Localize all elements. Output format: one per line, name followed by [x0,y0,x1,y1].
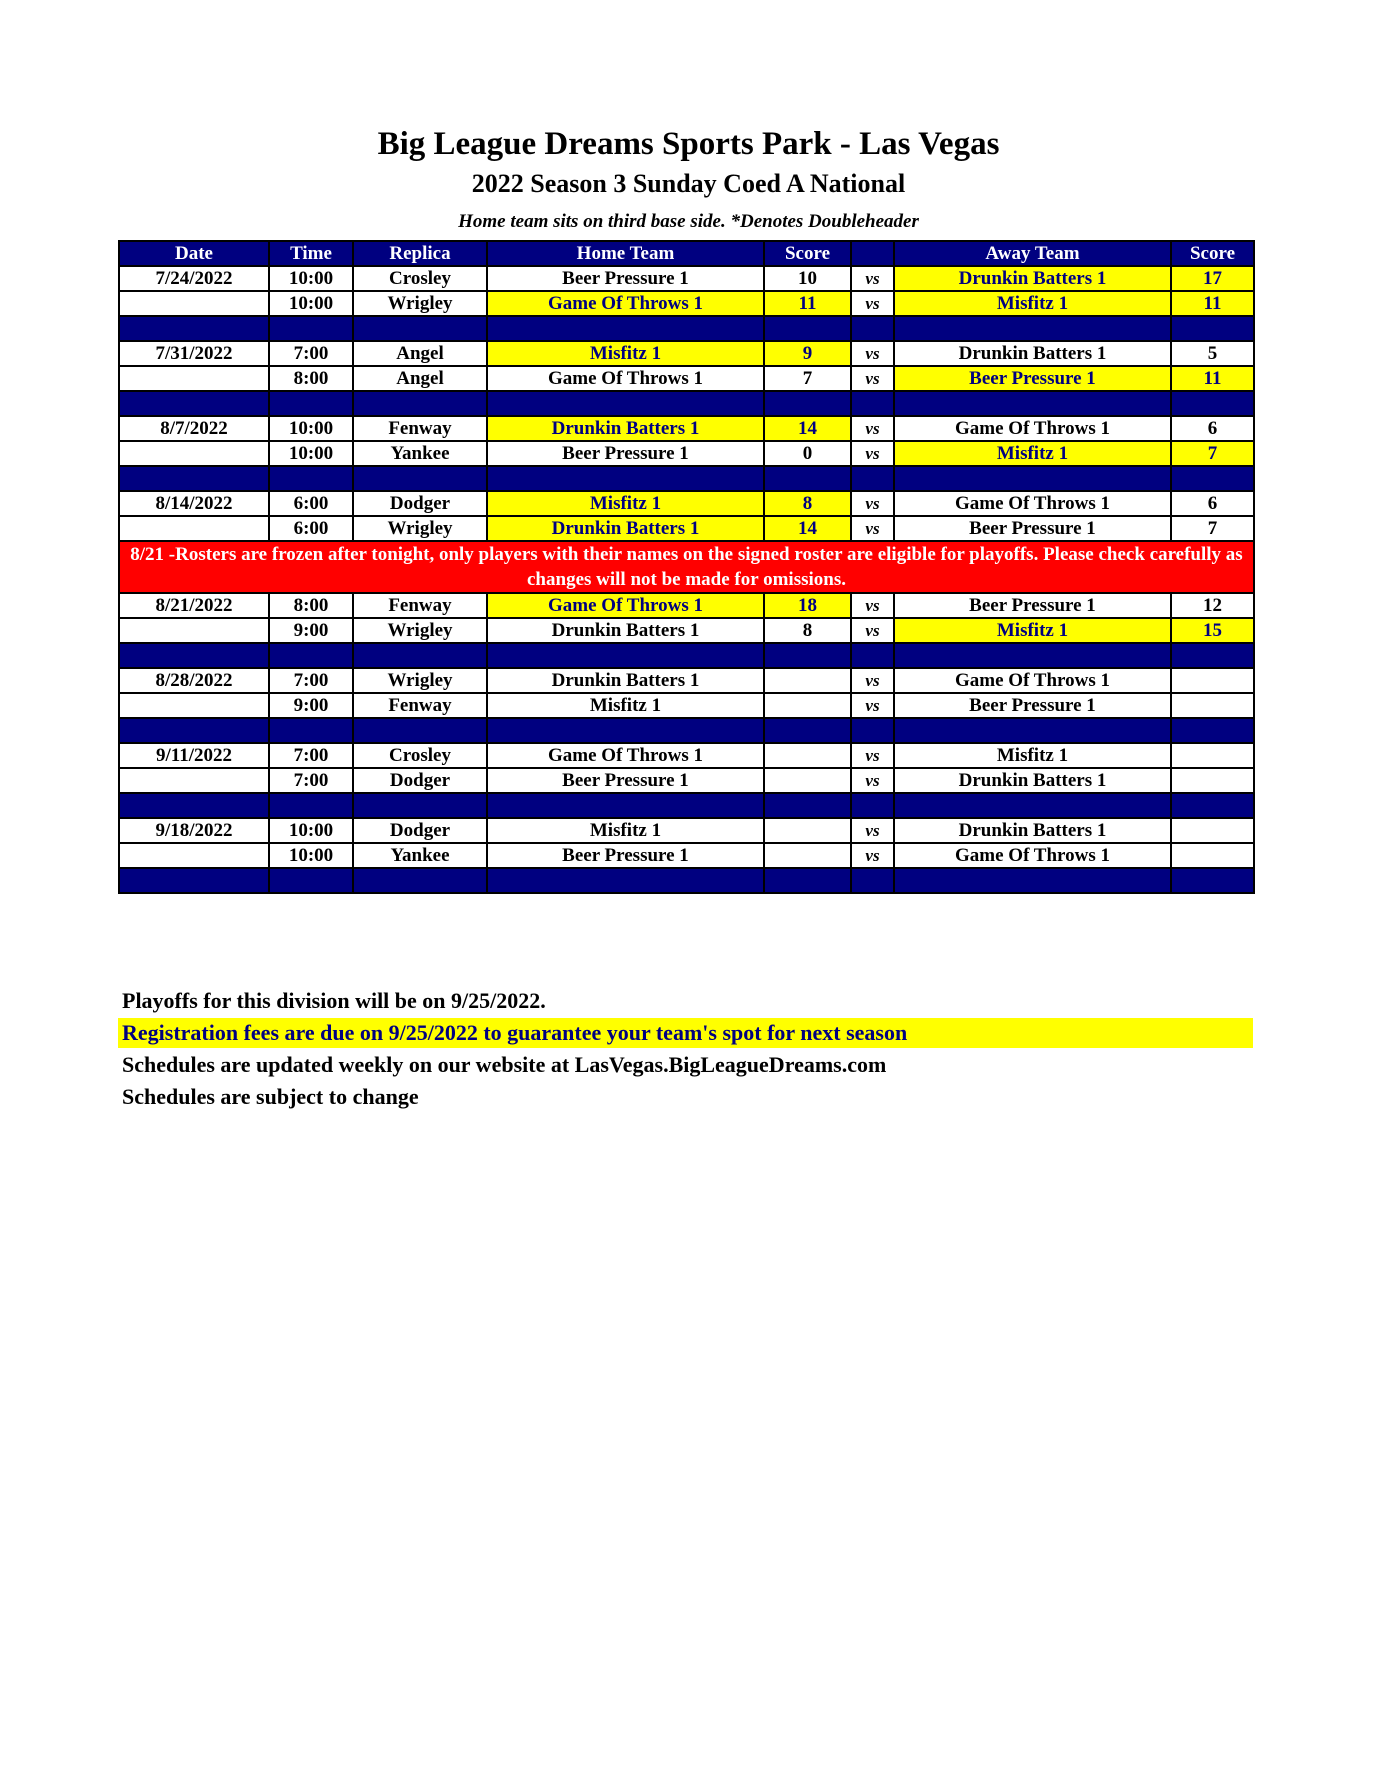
home-team: Game Of Throws 1 [487,291,764,316]
away-score: 6 [1171,416,1254,441]
home-team: Beer Pressure 1 [487,441,764,466]
home-score: 18 [764,593,851,618]
game-time: 10:00 [269,291,353,316]
separator-cell [487,643,764,668]
separator-cell [487,718,764,743]
table-row [119,743,1254,768]
home-team: Drunkin Batters 1 [487,668,764,693]
separator-cell [269,643,353,668]
separator-cell [119,643,269,668]
away-score: 15 [1171,618,1254,643]
game-time: 7:00 [269,668,353,693]
game-time: 10:00 [269,416,353,441]
table-row [119,291,1254,316]
week-separator-row [119,718,1254,743]
separator-cell [851,391,894,416]
home-team: Game Of Throws 1 [487,366,764,391]
game-replica: Yankee [353,843,487,868]
game-date [119,843,269,868]
game-date [119,441,269,466]
separator-cell [894,391,1171,416]
away-score: 11 [1171,291,1254,316]
away-team: Game Of Throws 1 [894,843,1171,868]
game-time: 9:00 [269,693,353,718]
separator-cell [353,643,487,668]
separator-cell [119,868,269,893]
home-score: 8 [764,618,851,643]
home-score [764,768,851,793]
game-time: 7:00 [269,768,353,793]
away-score [1171,693,1254,718]
game-date [119,768,269,793]
column-header-time: Time [269,241,353,266]
home-team: Beer Pressure 1 [487,768,764,793]
away-team: Drunkin Batters 1 [894,266,1171,291]
separator-cell [764,793,851,818]
table-row [119,491,1254,516]
home-score: 14 [764,416,851,441]
table-row [119,516,1254,541]
separator-cell [1171,643,1254,668]
roster-notice: 8/21 -Rosters are frozen after tonight, only players with their names on the signed roster are eligible for playoffs. Please check carefully as changes will not be made for omissions. [119,541,1254,593]
home-team: Beer Pressure 1 [487,843,764,868]
table-row [119,843,1254,868]
game-replica: Dodger [353,768,487,793]
separator-cell [353,718,487,743]
home-score: 14 [764,516,851,541]
game-date: 7/24/2022 [119,266,269,291]
separator-cell [1171,718,1254,743]
vs-label: vs [851,618,894,643]
game-time: 8:00 [269,366,353,391]
away-team: Beer Pressure 1 [894,366,1171,391]
away-score: 6 [1171,491,1254,516]
separator-cell [1171,793,1254,818]
game-time: 10:00 [269,843,353,868]
separator-cell [894,868,1171,893]
separator-cell [764,316,851,341]
column-header-replica: Replica [353,241,487,266]
home-score: 0 [764,441,851,466]
separator-cell [269,391,353,416]
separator-cell [353,466,487,491]
game-time: 10:00 [269,441,353,466]
table-row [119,618,1254,643]
schedule-body [119,266,1254,893]
separator-cell [851,868,894,893]
game-replica: Wrigley [353,618,487,643]
table-row [119,441,1254,466]
registration-note: Registration fees are due on 9/25/2022 to guarantee your team's spot for next season [118,1018,1253,1048]
table-header-row [119,241,1254,266]
away-score: 7 [1171,441,1254,466]
subject-to-change-note: Schedules are subject to change [122,1084,419,1109]
separator-cell [353,793,487,818]
week-separator-row [119,466,1254,491]
game-date: 9/11/2022 [119,743,269,768]
home-score: 9 [764,341,851,366]
vs-label: vs [851,366,894,391]
vs-label: vs [851,516,894,541]
column-header-home-score: Score [764,241,851,266]
game-time: 6:00 [269,516,353,541]
game-date: 8/28/2022 [119,668,269,693]
game-date [119,366,269,391]
game-time: 10:00 [269,266,353,291]
separator-cell [851,316,894,341]
home-team: Beer Pressure 1 [487,266,764,291]
separator-cell [764,643,851,668]
game-time: 7:00 [269,743,353,768]
away-team: Drunkin Batters 1 [894,341,1171,366]
away-team: Game Of Throws 1 [894,416,1171,441]
away-score: 11 [1171,366,1254,391]
vs-label: vs [851,441,894,466]
table-row [119,266,1254,291]
game-replica: Crosley [353,743,487,768]
separator-cell [119,466,269,491]
separator-cell [1171,466,1254,491]
table-row [119,693,1254,718]
column-header-away-team: Away Team [894,241,1171,266]
home-score [764,693,851,718]
week-separator-row [119,793,1254,818]
separator-cell [894,718,1171,743]
separator-cell [764,391,851,416]
separator-cell [269,793,353,818]
column-header-away-score: Score [1171,241,1254,266]
away-team: Misfitz 1 [894,441,1171,466]
away-team: Drunkin Batters 1 [894,818,1171,843]
separator-cell [1171,316,1254,341]
home-team: Misfitz 1 [487,491,764,516]
away-score: 12 [1171,593,1254,618]
week-separator-row [119,316,1254,341]
separator-cell [851,643,894,668]
game-time: 8:00 [269,593,353,618]
separator-cell [1171,391,1254,416]
game-replica: Wrigley [353,291,487,316]
separator-cell [851,466,894,491]
away-team: Drunkin Batters 1 [894,768,1171,793]
table-row [119,366,1254,391]
roster-notice-row [119,541,1254,593]
vs-label: vs [851,668,894,693]
vs-label: vs [851,266,894,291]
away-score [1171,843,1254,868]
home-team-note: Home team sits on third base side. *Denotes Doubleheader [458,211,919,232]
home-team: Misfitz 1 [487,341,764,366]
game-date: 8/21/2022 [119,593,269,618]
away-score [1171,818,1254,843]
vs-label: vs [851,693,894,718]
separator-cell [353,391,487,416]
home-score: 10 [764,266,851,291]
separator-cell [487,316,764,341]
game-date: 8/14/2022 [119,491,269,516]
away-team: Beer Pressure 1 [894,593,1171,618]
division-subtitle: 2022 Season 3 Sunday Coed A National [471,169,906,198]
game-date [119,516,269,541]
home-score: 7 [764,366,851,391]
separator-cell [269,316,353,341]
away-team: Beer Pressure 1 [894,693,1171,718]
week-separator-row [119,391,1254,416]
game-replica: Yankee [353,441,487,466]
home-team: Drunkin Batters 1 [487,516,764,541]
game-date [119,618,269,643]
column-header-home-team: Home Team [487,241,764,266]
home-team: Drunkin Batters 1 [487,618,764,643]
game-time: 9:00 [269,618,353,643]
vs-label: vs [851,593,894,618]
vs-label: vs [851,491,894,516]
vs-label: vs [851,843,894,868]
game-date: 9/18/2022 [119,818,269,843]
table-row [119,416,1254,441]
week-separator-row [119,643,1254,668]
separator-cell [269,466,353,491]
away-team: Misfitz 1 [894,618,1171,643]
away-team: Game Of Throws 1 [894,668,1171,693]
separator-cell [119,718,269,743]
website-note: Schedules are updated weekly on our website at LasVegas.BigLeagueDreams.com [122,1052,887,1077]
game-date [119,291,269,316]
home-team: Misfitz 1 [487,818,764,843]
separator-cell [487,391,764,416]
away-score: 7 [1171,516,1254,541]
game-replica: Wrigley [353,516,487,541]
away-team: Misfitz 1 [894,743,1171,768]
separator-cell [269,718,353,743]
vs-label: vs [851,818,894,843]
separator-cell [269,868,353,893]
game-replica: Dodger [353,491,487,516]
week-separator-row [119,868,1254,893]
vs-label: vs [851,768,894,793]
home-score: 8 [764,491,851,516]
home-team: Game Of Throws 1 [487,743,764,768]
column-header-vs [851,241,894,266]
away-score [1171,743,1254,768]
separator-cell [894,643,1171,668]
away-score [1171,668,1254,693]
game-replica: Fenway [353,593,487,618]
home-score [764,818,851,843]
separator-cell [764,868,851,893]
separator-cell [851,793,894,818]
table-row [119,668,1254,693]
separator-cell [894,316,1171,341]
game-replica: Angel [353,341,487,366]
separator-cell [894,793,1171,818]
away-team: Game Of Throws 1 [894,491,1171,516]
home-team: Drunkin Batters 1 [487,416,764,441]
vs-label: vs [851,416,894,441]
home-team: Misfitz 1 [487,693,764,718]
game-date: 8/7/2022 [119,416,269,441]
game-date: 7/31/2022 [119,341,269,366]
game-replica: Fenway [353,416,487,441]
game-date [119,693,269,718]
separator-cell [119,793,269,818]
game-replica: Wrigley [353,668,487,693]
away-team: Misfitz 1 [894,291,1171,316]
vs-label: vs [851,291,894,316]
separator-cell [487,868,764,893]
game-replica: Angel [353,366,487,391]
separator-cell [764,466,851,491]
game-time: 6:00 [269,491,353,516]
away-score [1171,768,1254,793]
separator-cell [119,316,269,341]
separator-cell [487,466,764,491]
vs-label: vs [851,743,894,768]
schedule-table [118,240,1255,894]
separator-cell [353,316,487,341]
home-team: Game Of Throws 1 [487,593,764,618]
game-replica: Fenway [353,693,487,718]
home-score [764,843,851,868]
table-row [119,341,1254,366]
home-score [764,668,851,693]
away-score: 17 [1171,266,1254,291]
separator-cell [851,718,894,743]
vs-label: vs [851,341,894,366]
game-time: 10:00 [269,818,353,843]
separator-cell [353,868,487,893]
column-header-date: Date [119,241,269,266]
away-score: 5 [1171,341,1254,366]
away-team: Beer Pressure 1 [894,516,1171,541]
game-replica: Dodger [353,818,487,843]
table-row [119,593,1254,618]
playoffs-note: Playoffs for this division will be on 9/25/2022. [122,988,546,1013]
separator-cell [487,793,764,818]
separator-cell [1171,868,1254,893]
home-score: 11 [764,291,851,316]
home-score [764,743,851,768]
table-row [119,818,1254,843]
separator-cell [894,466,1171,491]
separator-cell [119,391,269,416]
page-title: Big League Dreams Sports Park - Las Vegas [377,126,1000,162]
separator-cell [764,718,851,743]
table-row [119,768,1254,793]
game-replica: Crosley [353,266,487,291]
game-time: 7:00 [269,341,353,366]
